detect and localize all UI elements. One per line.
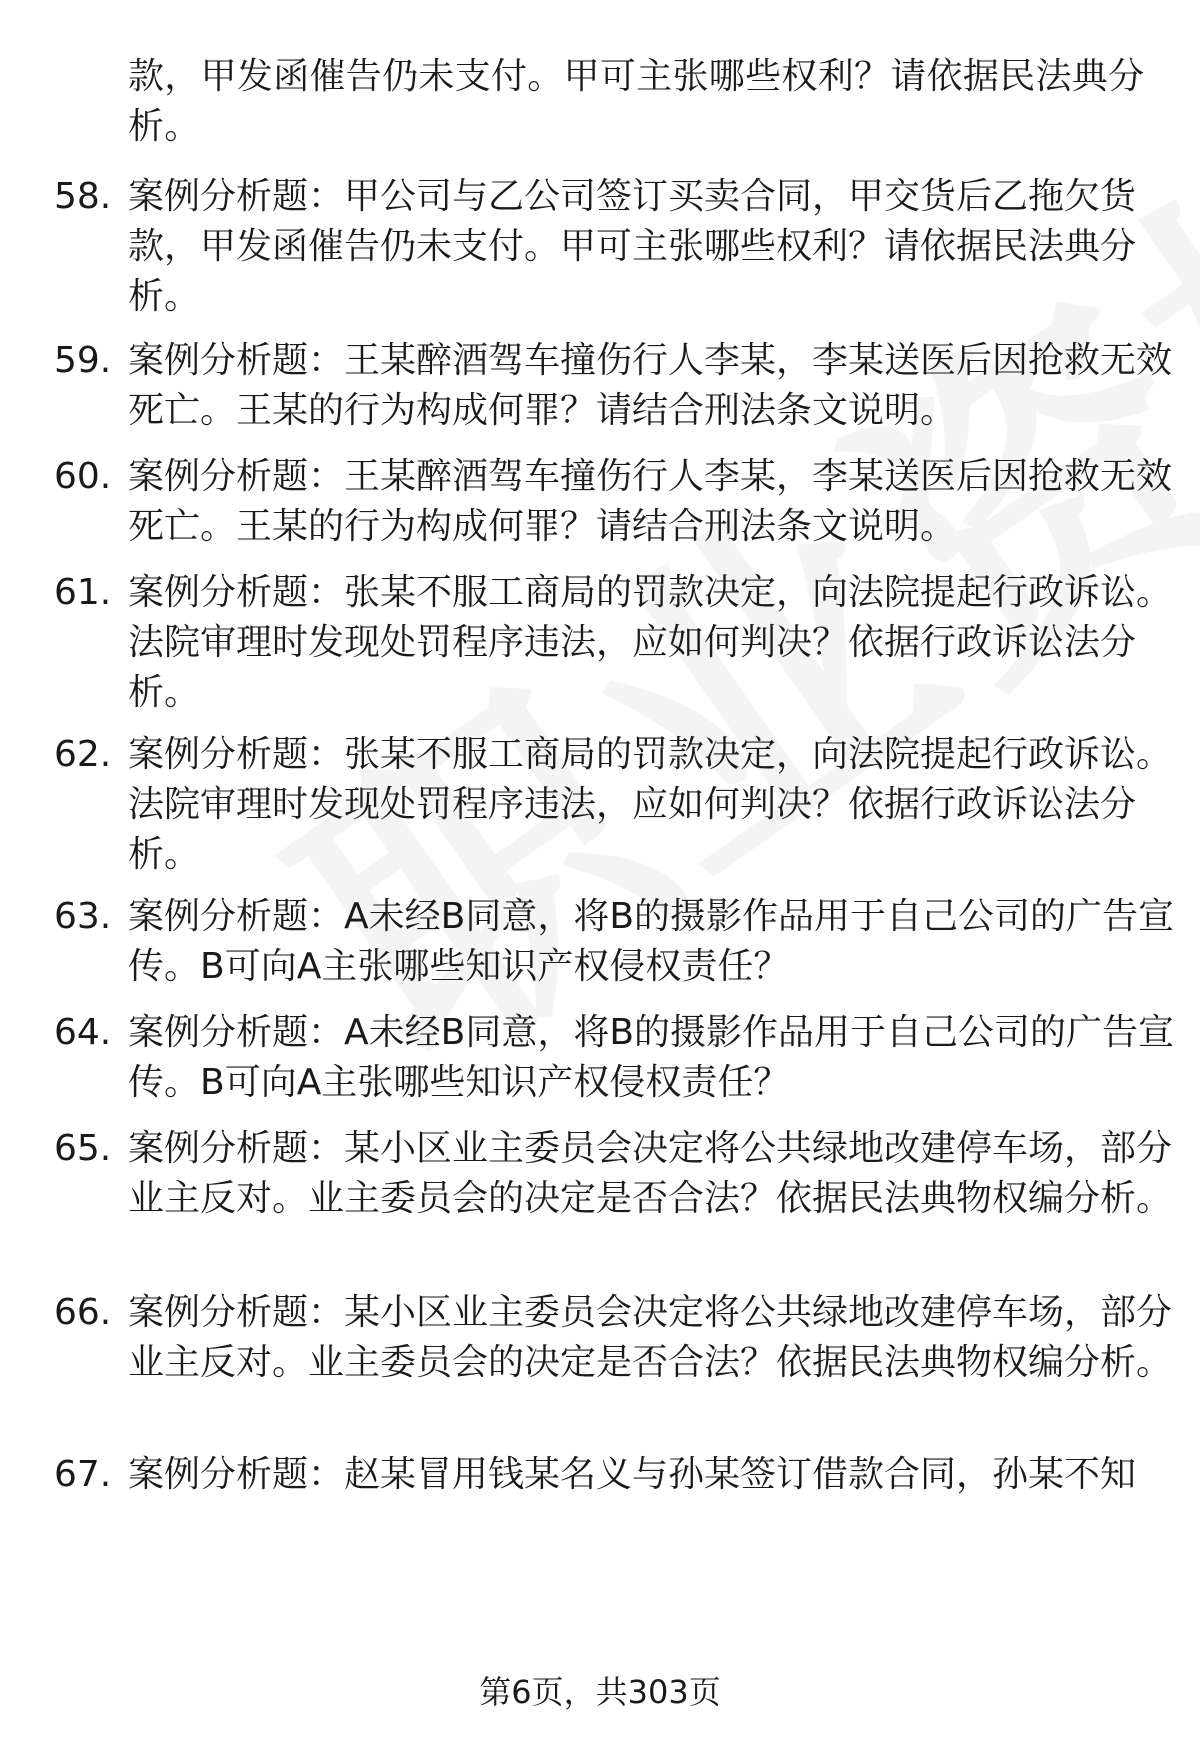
question-number: 65. — [54, 1128, 112, 1169]
question-number: 63. — [54, 896, 112, 937]
question-number: 66. — [54, 1292, 112, 1333]
question-number: 67. — [54, 1454, 112, 1495]
question-text: 案例分析题：张某不服工商局的罚款决定，向法院提起行政诉讼。法院审理时发现处罚程序违法，应如何判决？依据行政诉讼法分析。 — [128, 734, 1173, 875]
continuation-text: 款，甲发函催告仍未支付。甲可主张哪些权利？请依据民法典分析。 — [128, 56, 1145, 147]
question-text: 案例分析题：某小区业主委员会决定将公共绿地改建停车场，部分业主反对。业主委员会的决定是否合法？依据民法典物权编分析。 — [128, 1128, 1173, 1219]
question-text: 案例分析题：A未经B同意，将B的摄影作品用于自己公司的广告宣传。B可向A主张哪些知识产权侵权责任？ — [128, 896, 1175, 987]
question-text: 案例分析题：A未经B同意，将B的摄影作品用于自己公司的广告宣传。B可向A主张哪些知识产权侵权责任？ — [128, 1012, 1175, 1103]
question-number: 62. — [54, 734, 112, 775]
question-text: 案例分析题：甲公司与乙公司签订买卖合同，甲交货后乙拖欠货款，甲发函催告仍未支付。甲可主张哪些权利？请依据民法典分析。 — [128, 176, 1137, 317]
question-number: 60. — [54, 456, 112, 497]
page-footer: 第6页，共303页 — [479, 1673, 721, 1711]
question-text: 案例分析题：赵某冒用钱某名义与孙某签订借款合同，孙某不知 — [128, 1454, 1137, 1495]
question-text: 案例分析题：张某不服工商局的罚款决定，向法院提起行政诉讼。法院审理时发现处罚程序违法，应如何判决？依据行政诉讼法分析。 — [128, 572, 1173, 713]
question-text: 案例分析题：王某醉酒驾车撞伤行人李某，李某送医后因抢救无效死亡。王某的行为构成何罪？请结合刑法条文说明。 — [128, 456, 1173, 547]
question-number: 58. — [54, 176, 112, 217]
question-number: 59. — [54, 340, 112, 381]
question-number: 64. — [54, 1012, 112, 1053]
question-number: 61. — [54, 572, 112, 613]
question-text: 案例分析题：王某醉酒驾车撞伤行人李某，李某送医后因抢救无效死亡。王某的行为构成何罪？请结合刑法条文说明。 — [128, 340, 1173, 431]
question-text: 案例分析题：某小区业主委员会决定将公共绿地改建停车场，部分业主反对。业主委员会的决定是否合法？依据民法典物权编分析。 — [128, 1292, 1173, 1383]
